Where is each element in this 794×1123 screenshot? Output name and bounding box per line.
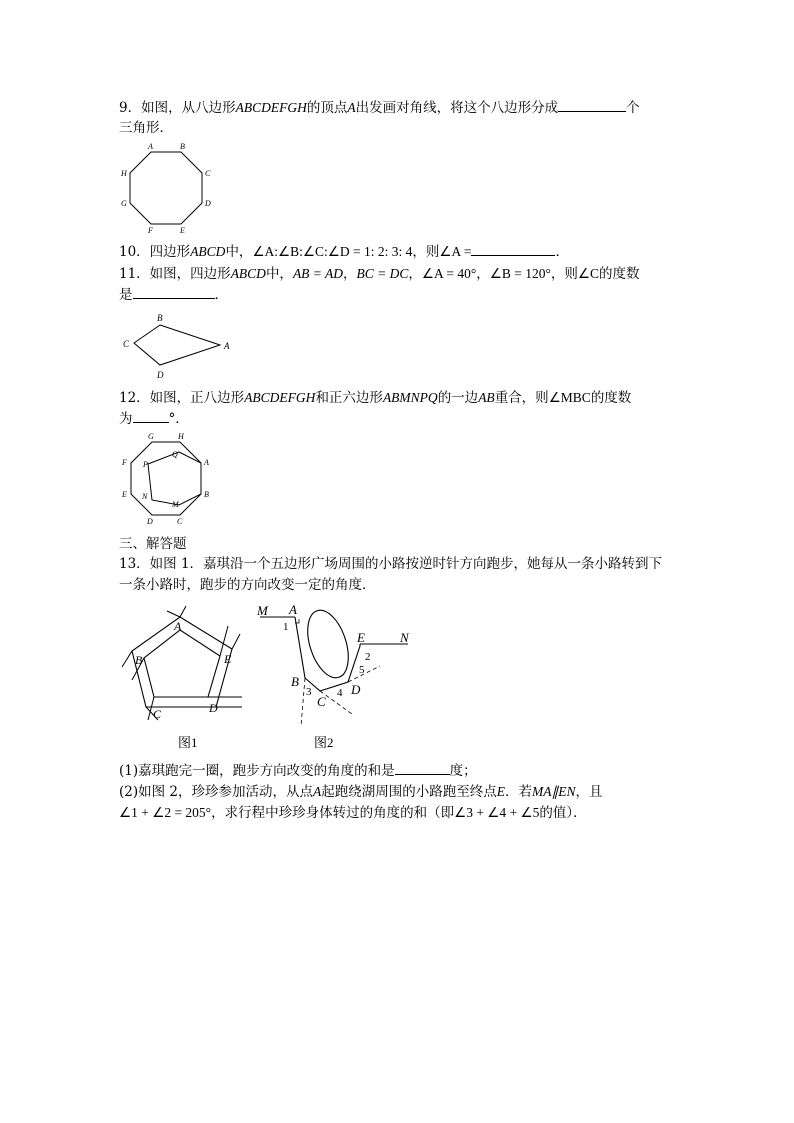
- q10-text: ．: [555, 244, 569, 260]
- q9-polygon-name: ABCDEFGH: [235, 100, 307, 115]
- q12-octagon-name: ABCDEFGH: [244, 390, 316, 405]
- q11-text: ．: [214, 287, 228, 303]
- q11-line1: [119, 265, 640, 283]
- octagon-hexagon-figure: [114, 428, 224, 530]
- octagon-label: H: [121, 169, 127, 178]
- q10-text: 10．四边形: [119, 244, 191, 260]
- q12-line1: [119, 389, 631, 407]
- kite-label: B: [157, 313, 163, 323]
- q12-answer-blank[interactable]: [133, 410, 169, 423]
- q11-sep: ，: [343, 266, 357, 282]
- q12-text: 和正六边形: [315, 390, 383, 406]
- q11-sep: ，: [408, 266, 422, 282]
- q13-part2-line1: [119, 783, 603, 801]
- lake-figure-2: [252, 596, 422, 756]
- q11-text: 11．如图，四边形: [119, 266, 231, 282]
- q13-text: 度；: [449, 763, 477, 779]
- kite-label: A: [224, 341, 230, 351]
- q13-text: 起跑绕湖周围的小路跑至终点: [321, 784, 497, 800]
- fig12-label: E: [122, 490, 127, 499]
- q11-text: ，则: [550, 266, 578, 282]
- octagon-figure: [114, 142, 224, 238]
- octagon-label: E: [180, 226, 185, 235]
- fig12-label: F: [122, 458, 127, 467]
- q13-line1: 13．如图 1．嘉琪沿一个五边形广场周围的小路按逆时针方向跑步，她每从一条小路转到下: [119, 556, 663, 572]
- fig12-label: M: [172, 500, 179, 509]
- q9-text: 出发画对角线，将这个八边形分成: [355, 100, 559, 116]
- q13-parallel: MA∥EN: [532, 784, 576, 799]
- q11-text: 是: [119, 287, 133, 303]
- q13-condition: ∠1 + ∠2 = 205°: [119, 805, 212, 820]
- q11-line2: [119, 286, 228, 304]
- fig2-label: M: [257, 603, 268, 618]
- kite-label: C: [123, 339, 130, 349]
- q13-text: ，求行程中珍珍身体转过的角度的和（即: [211, 805, 455, 821]
- q13-part2-line2: [119, 804, 587, 822]
- q13-point: A: [313, 784, 322, 799]
- fig2-label: D: [351, 682, 361, 697]
- q11-answer-blank[interactable]: [133, 286, 215, 299]
- q11-text: 中，: [265, 266, 293, 282]
- q11-condition: ∠B = 120°: [489, 266, 551, 281]
- q12-text: 为: [119, 411, 133, 427]
- q12-text: °．: [168, 411, 189, 427]
- q10-text: 中，: [225, 244, 253, 260]
- q9-text: 9．如图，从八边形: [119, 100, 236, 116]
- q12-text: 的一边: [437, 390, 479, 406]
- q13-point: E: [496, 784, 506, 799]
- fig1-label: B: [135, 653, 143, 667]
- q12-edge: AB: [478, 390, 495, 405]
- q11-quad-name: ABCD: [230, 266, 266, 281]
- q11-text: 的度数: [599, 266, 640, 282]
- q13-text: (2)如图 2，珍珍参加活动，从点: [119, 784, 314, 800]
- q12-text: 重合，则: [494, 390, 549, 406]
- q9-text: 个: [626, 100, 640, 116]
- fig2-label: N: [400, 630, 409, 645]
- q9-vertex: A: [347, 100, 356, 115]
- fig12-label: B: [204, 490, 209, 499]
- fig1-label: E: [224, 652, 232, 666]
- fig2-label: A: [289, 602, 297, 617]
- fig2-label: 2: [365, 651, 371, 663]
- q13-text: 的值）．: [539, 805, 587, 821]
- q11-condition: ∠A = 40°: [421, 266, 477, 281]
- fig2-label: C: [317, 694, 326, 709]
- fig2-label: 1: [283, 621, 289, 633]
- q10-line: [119, 243, 569, 261]
- q9-line1: [119, 99, 640, 117]
- fig1-label: C: [153, 707, 162, 721]
- q13-line2: 一条小路时，跑步的方向改变一定的角度．: [119, 577, 376, 593]
- q9-line2: 三角形．: [119, 120, 173, 136]
- q10-answer-blank[interactable]: [471, 243, 555, 256]
- q11-condition: BC = DC: [356, 266, 409, 281]
- octagon-label: G: [121, 199, 127, 208]
- q13-text: ，且: [575, 784, 603, 800]
- q10-text: ，则: [412, 244, 440, 260]
- fig2-label: E: [357, 630, 365, 645]
- fig2-label: 4: [337, 687, 343, 699]
- fig12-label: P: [143, 460, 148, 469]
- fig2-label: 5: [359, 664, 365, 676]
- octagon-label: B: [180, 142, 185, 151]
- q12-hexagon-name: ABMNPQ: [382, 390, 438, 405]
- fig12-label: C: [177, 517, 183, 526]
- octagon-label: D: [205, 199, 211, 208]
- q12-text: 12．如图，正八边形: [119, 390, 245, 406]
- q13-expression: ∠3 + ∠4 + ∠5: [454, 805, 540, 820]
- fig1-label: A: [174, 619, 182, 633]
- q11-condition: AB = AD: [292, 266, 344, 281]
- q13-part1-blank[interactable]: [395, 762, 450, 775]
- q13-part1: [119, 762, 477, 780]
- section-heading: 三、解答题: [119, 536, 187, 552]
- kite-label: D: [157, 370, 164, 380]
- q12-line2: [119, 410, 189, 428]
- q12-text: 的度数: [590, 390, 632, 406]
- q11-sep: ，: [476, 266, 490, 282]
- fig2-caption: 图2: [314, 735, 334, 750]
- q9-answer-blank[interactable]: [558, 99, 626, 112]
- fig12-label: Q: [172, 450, 178, 459]
- q9-text: 的顶点: [306, 100, 348, 116]
- q11-ask: ∠C: [577, 266, 600, 281]
- q13-text: (1)嘉琪跑完一圈，跑步方向改变的角度的和是: [119, 763, 395, 779]
- octagon-label: F: [148, 226, 153, 235]
- fig1-label: D: [209, 701, 218, 715]
- pentagon-figure-1: [118, 600, 258, 760]
- q10-ratio: ∠A:∠B:∠C:∠D = 1: 2: 3: 4: [252, 244, 413, 259]
- kite-figure: [114, 308, 244, 380]
- fig12-label: H: [178, 432, 184, 441]
- fig2-label: 3: [306, 686, 312, 698]
- octagon-label: C: [205, 169, 211, 178]
- fig1-caption: 图1: [178, 735, 198, 750]
- octagon-label: A: [148, 142, 153, 151]
- q12-ask: ∠MBC: [548, 390, 591, 405]
- fig12-label: D: [147, 517, 153, 526]
- fig12-label: A: [204, 458, 209, 467]
- fig2-label: B: [291, 674, 299, 689]
- fig12-label: N: [142, 492, 148, 501]
- q10-quad-name: ABCD: [190, 244, 226, 259]
- fig12-label: G: [148, 432, 154, 441]
- q13-text: ．若: [505, 784, 533, 800]
- q10-ask: ∠A =: [439, 244, 472, 259]
